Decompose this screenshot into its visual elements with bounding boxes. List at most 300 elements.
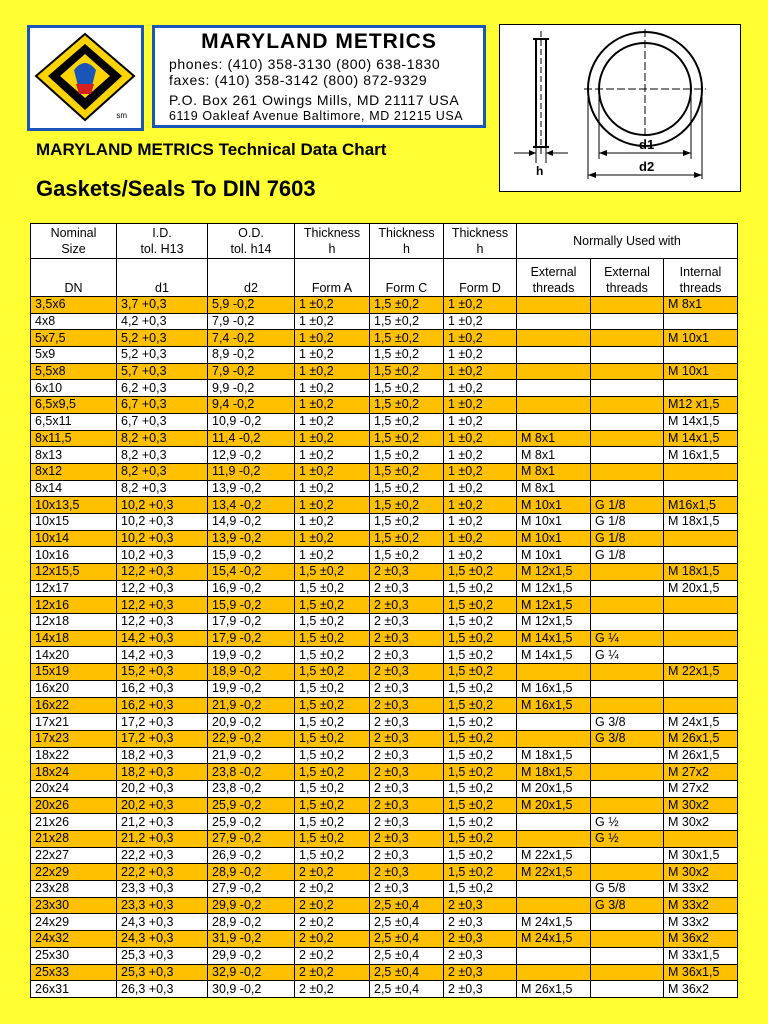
cell-d2: 7,9 -0,2 — [208, 363, 295, 380]
header-form-c: Form C — [370, 259, 444, 297]
cell-internal-threads: M 36x2 — [664, 981, 738, 998]
cell-d1: 23,3 +0,3 — [117, 881, 208, 898]
cell-form-c: 2 ±0,3 — [370, 864, 444, 881]
cell-external-threads-g — [591, 480, 664, 497]
cell-external-threads-g: G 3/8 — [591, 730, 664, 747]
header-od: O.D. tol. h14 — [208, 224, 295, 259]
cell-d1: 10,2 +0,3 — [117, 513, 208, 530]
cell-external-threads-g — [591, 931, 664, 948]
cell-d1: 23,3 +0,3 — [117, 897, 208, 914]
cell-external-threads-g — [591, 780, 664, 797]
cell-form-d: 1 ±0,2 — [444, 463, 517, 480]
cell-dn: 25x33 — [31, 964, 117, 981]
cell-d2: 19,9 -0,2 — [208, 647, 295, 664]
cell-d2: 25,9 -0,2 — [208, 814, 295, 831]
table-row — [31, 447, 738, 464]
cell-external-threads — [517, 297, 591, 314]
cell-external-threads — [517, 964, 591, 981]
cell-external-threads — [517, 897, 591, 914]
cell-form-c: 1,5 ±0,2 — [370, 380, 444, 397]
cell-external-threads: M 24x1,5 — [517, 931, 591, 948]
company-faxes: faxes: (410) 358-3142 (800) 872-9329 — [169, 72, 428, 88]
cell-form-d: 1,5 ±0,2 — [444, 680, 517, 697]
cell-form-c: 1,5 ±0,2 — [370, 363, 444, 380]
cell-d2: 13,9 -0,2 — [208, 530, 295, 547]
gasket-diagram — [499, 24, 741, 192]
cell-d2: 12,9 -0,2 — [208, 447, 295, 464]
table-row — [31, 363, 738, 380]
cell-dn: 3,5x6 — [31, 297, 117, 314]
cell-dn: 10x14 — [31, 530, 117, 547]
cell-d1: 18,2 +0,3 — [117, 747, 208, 764]
cell-form-a: 1 ±0,2 — [295, 497, 370, 514]
cell-form-c: 2,5 ±0,4 — [370, 914, 444, 931]
table-row — [31, 914, 738, 931]
cell-dn: 5x7,5 — [31, 330, 117, 347]
cell-form-d: 1,5 ±0,2 — [444, 797, 517, 814]
cell-dn: 22x29 — [31, 864, 117, 881]
cell-dn: 18x24 — [31, 764, 117, 781]
cell-internal-threads: M 33x2 — [664, 897, 738, 914]
cell-internal-threads: M 16x1,5 — [664, 447, 738, 464]
cell-dn: 5x9 — [31, 347, 117, 364]
cell-form-d: 2 ±0,3 — [444, 931, 517, 948]
table-row — [31, 747, 738, 764]
cell-dn: 10x16 — [31, 547, 117, 564]
cell-external-threads: M 20x1,5 — [517, 797, 591, 814]
cell-external-threads: M 24x1,5 — [517, 914, 591, 931]
cell-form-d: 1,5 ±0,2 — [444, 747, 517, 764]
cell-form-a: 2 ±0,2 — [295, 964, 370, 981]
cell-d1: 12,2 +0,3 — [117, 564, 208, 581]
cell-d1: 3,7 +0,3 — [117, 297, 208, 314]
cell-dn: 20x26 — [31, 797, 117, 814]
cell-external-threads: M 16x1,5 — [517, 697, 591, 714]
cell-external-threads-g: G 3/8 — [591, 897, 664, 914]
cell-external-threads-g — [591, 597, 664, 614]
cell-d2: 17,9 -0,2 — [208, 630, 295, 647]
cell-dn: 14x18 — [31, 630, 117, 647]
cell-d1: 14,2 +0,3 — [117, 630, 208, 647]
cell-form-d: 1 ±0,2 — [444, 363, 517, 380]
cell-internal-threads — [664, 347, 738, 364]
cell-form-d: 2 ±0,3 — [444, 897, 517, 914]
cell-form-d: 1,5 ±0,2 — [444, 847, 517, 864]
table-row — [31, 964, 738, 981]
cell-external-threads-g — [591, 847, 664, 864]
cell-external-threads — [517, 347, 591, 364]
cell-d1: 16,2 +0,3 — [117, 697, 208, 714]
cell-dn: 21x28 — [31, 831, 117, 848]
cell-form-c: 2 ±0,3 — [370, 714, 444, 731]
cell-form-a: 1 ±0,2 — [295, 430, 370, 447]
table-row — [31, 397, 738, 414]
cell-external-threads: M 12x1,5 — [517, 597, 591, 614]
cell-d1: 12,2 +0,3 — [117, 580, 208, 597]
cell-dn: 8x12 — [31, 463, 117, 480]
cell-form-c: 2 ±0,3 — [370, 831, 444, 848]
cell-external-threads-g: G ¼ — [591, 630, 664, 647]
company-info-box — [152, 25, 486, 128]
cell-form-a: 1,5 ±0,2 — [295, 847, 370, 864]
table-row — [31, 847, 738, 864]
cell-internal-threads — [664, 680, 738, 697]
cell-internal-threads: M 30x1,5 — [664, 847, 738, 864]
cell-internal-threads: M 10x1 — [664, 363, 738, 380]
cell-d2: 20,9 -0,2 — [208, 714, 295, 731]
table-row — [31, 430, 738, 447]
cell-external-threads-g — [591, 430, 664, 447]
cell-form-a: 1 ±0,2 — [295, 463, 370, 480]
cell-internal-threads: M 33x1,5 — [664, 947, 738, 964]
cell-d2: 28,9 -0,2 — [208, 864, 295, 881]
cell-d2: 9,9 -0,2 — [208, 380, 295, 397]
cell-d2: 11,4 -0,2 — [208, 430, 295, 447]
cell-d2: 29,9 -0,2 — [208, 947, 295, 964]
table-header-row-1 — [31, 224, 738, 259]
cell-external-threads — [517, 714, 591, 731]
table-row — [31, 297, 738, 314]
table-row — [31, 564, 738, 581]
cell-external-threads-g — [591, 330, 664, 347]
cell-dn: 23x30 — [31, 897, 117, 914]
cell-form-a: 1 ±0,2 — [295, 363, 370, 380]
cell-external-threads-g — [591, 397, 664, 414]
cell-form-d: 1,5 ±0,2 — [444, 664, 517, 681]
cell-form-d: 1 ±0,2 — [444, 413, 517, 430]
table-row — [31, 513, 738, 530]
cell-form-d: 1 ±0,2 — [444, 347, 517, 364]
cell-external-threads: M 22x1,5 — [517, 847, 591, 864]
table-row — [31, 797, 738, 814]
cell-external-threads-g — [591, 347, 664, 364]
cell-dn: 12x18 — [31, 614, 117, 631]
cell-external-threads — [517, 313, 591, 330]
cell-internal-threads: M 14x1,5 — [664, 413, 738, 430]
cell-external-threads-g: G 1/8 — [591, 530, 664, 547]
cell-dn: 24x29 — [31, 914, 117, 931]
cell-d1: 15,2 +0,3 — [117, 664, 208, 681]
cell-d1: 12,2 +0,3 — [117, 614, 208, 631]
cell-internal-threads: M 26x1,5 — [664, 730, 738, 747]
cell-external-threads — [517, 664, 591, 681]
cell-d2: 29,9 -0,2 — [208, 897, 295, 914]
cell-d2: 15,9 -0,2 — [208, 547, 295, 564]
cell-external-threads — [517, 363, 591, 380]
cell-form-c: 2 ±0,3 — [370, 597, 444, 614]
cell-d1: 5,7 +0,3 — [117, 363, 208, 380]
cell-dn: 24x32 — [31, 931, 117, 948]
cell-form-d: 1,5 ±0,2 — [444, 614, 517, 631]
cell-external-threads-g — [591, 864, 664, 881]
cell-form-c: 2 ±0,3 — [370, 664, 444, 681]
cell-form-a: 1,5 ±0,2 — [295, 564, 370, 581]
cell-internal-threads — [664, 630, 738, 647]
cell-external-threads-g — [591, 580, 664, 597]
cell-internal-threads — [664, 463, 738, 480]
table-row — [31, 947, 738, 964]
cell-d2: 30,9 -0,2 — [208, 981, 295, 998]
cell-dn: 20x24 — [31, 780, 117, 797]
cell-external-threads-g: G 1/8 — [591, 497, 664, 514]
cell-internal-threads: M 36x1,5 — [664, 964, 738, 981]
cell-dn: 25x30 — [31, 947, 117, 964]
cell-d2: 32,9 -0,2 — [208, 964, 295, 981]
cell-external-threads: M 8x1 — [517, 430, 591, 447]
cell-external-threads: M 26x1,5 — [517, 981, 591, 998]
company-name: MARYLAND METRICS — [201, 30, 437, 53]
cell-form-d: 2 ±0,3 — [444, 964, 517, 981]
cell-external-threads — [517, 881, 591, 898]
cell-form-a: 1,5 ±0,2 — [295, 680, 370, 697]
cell-external-threads: M 14x1,5 — [517, 630, 591, 647]
cell-d2: 17,9 -0,2 — [208, 614, 295, 631]
cell-external-threads-g — [591, 380, 664, 397]
cell-form-a: 1,5 ±0,2 — [295, 747, 370, 764]
cell-internal-threads — [664, 831, 738, 848]
cell-internal-threads: M 30x2 — [664, 864, 738, 881]
cell-internal-threads: M 18x1,5 — [664, 513, 738, 530]
cell-internal-threads: M 30x2 — [664, 814, 738, 831]
cell-dn: 8x14 — [31, 480, 117, 497]
cell-external-threads: M 12x1,5 — [517, 564, 591, 581]
table-row — [31, 497, 738, 514]
cell-external-threads-g — [591, 747, 664, 764]
table-header-row-2 — [31, 259, 738, 297]
cell-form-a: 1,5 ±0,2 — [295, 614, 370, 631]
cell-external-threads: M 18x1,5 — [517, 764, 591, 781]
cell-form-c: 1,5 ±0,2 — [370, 313, 444, 330]
cell-external-threads-g: G 1/8 — [591, 547, 664, 564]
header-form-d: Form D — [444, 259, 517, 297]
table-row — [31, 530, 738, 547]
cell-d2: 9,4 -0,2 — [208, 397, 295, 414]
cell-form-a: 2 ±0,2 — [295, 864, 370, 881]
cell-d2: 21,9 -0,2 — [208, 697, 295, 714]
table-row — [31, 897, 738, 914]
table-row — [31, 881, 738, 898]
cell-dn: 8x11,5 — [31, 430, 117, 447]
cell-form-a: 2 ±0,2 — [295, 881, 370, 898]
cell-d2: 11,9 -0,2 — [208, 463, 295, 480]
table-row — [31, 313, 738, 330]
cell-internal-threads: M 8x1 — [664, 297, 738, 314]
cell-form-a: 1,5 ±0,2 — [295, 647, 370, 664]
document-subtitle: MARYLAND METRICS Technical Data Chart — [36, 140, 387, 159]
cell-form-d: 1 ±0,2 — [444, 397, 517, 414]
cell-d2: 5,9 -0,2 — [208, 297, 295, 314]
table-row — [31, 580, 738, 597]
cell-d1: 20,2 +0,3 — [117, 797, 208, 814]
cell-external-threads-g — [591, 413, 664, 430]
table-row — [31, 597, 738, 614]
table-row — [31, 764, 738, 781]
cell-form-d: 1,5 ±0,2 — [444, 881, 517, 898]
table-row — [31, 931, 738, 948]
cell-form-d: 1 ±0,2 — [444, 297, 517, 314]
cell-form-c: 2 ±0,3 — [370, 564, 444, 581]
table-row — [31, 730, 738, 747]
header-d1: d1 — [117, 259, 208, 297]
cell-form-a: 2 ±0,2 — [295, 981, 370, 998]
cell-internal-threads — [664, 380, 738, 397]
cell-d2: 7,9 -0,2 — [208, 313, 295, 330]
cell-form-d: 1,5 ±0,2 — [444, 814, 517, 831]
cell-dn: 14x20 — [31, 647, 117, 664]
cell-internal-threads: M 26x1,5 — [664, 747, 738, 764]
cell-form-c: 2 ±0,3 — [370, 647, 444, 664]
cell-external-threads — [517, 413, 591, 430]
cell-external-threads: M 8x1 — [517, 447, 591, 464]
cell-d1: 21,2 +0,3 — [117, 814, 208, 831]
cell-form-d: 1 ±0,2 — [444, 547, 517, 564]
cell-external-threads-g — [591, 363, 664, 380]
cell-internal-threads: M 30x2 — [664, 797, 738, 814]
table-row — [31, 831, 738, 848]
cell-form-c: 1,5 ±0,2 — [370, 497, 444, 514]
cell-d2: 27,9 -0,2 — [208, 831, 295, 848]
table-row — [31, 463, 738, 480]
cell-d2: 13,4 -0,2 — [208, 497, 295, 514]
cell-form-a: 2 ±0,2 — [295, 897, 370, 914]
cell-d1: 6,7 +0,3 — [117, 413, 208, 430]
cell-dn: 10x13,5 — [31, 497, 117, 514]
cell-form-a: 1,5 ±0,2 — [295, 597, 370, 614]
header-thickness-c: Thickness h — [370, 224, 444, 259]
cell-internal-threads: M 10x1 — [664, 330, 738, 347]
cell-form-a: 2 ±0,2 — [295, 931, 370, 948]
header-internal-threads: Internal threads — [664, 259, 738, 297]
cell-d2: 16,9 -0,2 — [208, 580, 295, 597]
cell-d1: 16,2 +0,3 — [117, 680, 208, 697]
cell-external-threads-g — [591, 463, 664, 480]
cell-form-d: 1 ±0,2 — [444, 497, 517, 514]
header-normally-used-with: Normally Used with — [517, 224, 738, 259]
cell-external-threads-g: G ¼ — [591, 647, 664, 664]
cell-internal-threads: M 20x1,5 — [664, 580, 738, 597]
cell-d2: 15,4 -0,2 — [208, 564, 295, 581]
cell-d1: 10,2 +0,3 — [117, 497, 208, 514]
cell-d1: 22,2 +0,3 — [117, 864, 208, 881]
cell-external-threads-g — [591, 797, 664, 814]
cell-d1: 25,3 +0,3 — [117, 947, 208, 964]
cell-d1: 22,2 +0,3 — [117, 847, 208, 864]
cell-form-a: 1,5 ±0,2 — [295, 797, 370, 814]
cell-external-threads-g — [591, 947, 664, 964]
cell-external-threads-g — [591, 680, 664, 697]
cell-external-threads: M 22x1,5 — [517, 864, 591, 881]
header-id: I.D. tol. H13 — [117, 224, 208, 259]
logo-mark-text: sm — [116, 111, 127, 120]
thickness-label: h — [536, 164, 544, 178]
cell-internal-threads: M 24x1,5 — [664, 714, 738, 731]
cell-d1: 6,2 +0,3 — [117, 380, 208, 397]
cell-dn: 18x22 — [31, 747, 117, 764]
cell-dn: 16x22 — [31, 697, 117, 714]
cell-external-threads: M 18x1,5 — [517, 747, 591, 764]
cell-dn: 16x20 — [31, 680, 117, 697]
cell-form-c: 1,5 ±0,2 — [370, 330, 444, 347]
cell-d2: 18,9 -0,2 — [208, 664, 295, 681]
cell-form-d: 1,5 ±0,2 — [444, 697, 517, 714]
cell-d1: 26,3 +0,3 — [117, 981, 208, 998]
table-row — [31, 480, 738, 497]
table-row — [31, 647, 738, 664]
cell-d1: 8,2 +0,3 — [117, 480, 208, 497]
cell-d2: 25,9 -0,2 — [208, 797, 295, 814]
gasket-data-table — [30, 223, 738, 998]
cell-form-d: 2 ±0,3 — [444, 914, 517, 931]
cell-form-c: 1,5 ±0,2 — [370, 397, 444, 414]
cell-form-c: 1,5 ±0,2 — [370, 513, 444, 530]
cell-external-threads-g: G ½ — [591, 831, 664, 848]
cell-form-a: 1 ±0,2 — [295, 397, 370, 414]
cell-external-threads — [517, 730, 591, 747]
cell-dn: 17x23 — [31, 730, 117, 747]
cell-internal-threads: M 33x2 — [664, 914, 738, 931]
cell-external-threads-g — [591, 447, 664, 464]
cell-d2: 22,9 -0,2 — [208, 730, 295, 747]
header-form-a: Form A — [295, 259, 370, 297]
cell-form-d: 1,5 ±0,2 — [444, 831, 517, 848]
cell-d2: 7,4 -0,2 — [208, 330, 295, 347]
cell-d1: 8,2 +0,3 — [117, 447, 208, 464]
cell-form-d: 1 ±0,2 — [444, 430, 517, 447]
cell-external-threads — [517, 814, 591, 831]
header-d2: d2 — [208, 259, 295, 297]
table-row — [31, 547, 738, 564]
header-external-threads-2: External threads — [591, 259, 664, 297]
cell-d2: 23,8 -0,2 — [208, 780, 295, 797]
cell-form-c: 2 ±0,3 — [370, 814, 444, 831]
cell-external-threads-g — [591, 764, 664, 781]
cell-form-c: 1,5 ±0,2 — [370, 430, 444, 447]
cell-dn: 12x17 — [31, 580, 117, 597]
cell-form-d: 1 ±0,2 — [444, 380, 517, 397]
cell-form-a: 1 ±0,2 — [295, 347, 370, 364]
cell-internal-threads — [664, 697, 738, 714]
cell-form-c: 1,5 ±0,2 — [370, 480, 444, 497]
cell-form-a: 1 ±0,2 — [295, 447, 370, 464]
cell-form-c: 2,5 ±0,4 — [370, 964, 444, 981]
cell-external-threads-g — [591, 313, 664, 330]
cell-dn: 22x27 — [31, 847, 117, 864]
cell-d2: 10,9 -0,2 — [208, 413, 295, 430]
cell-external-threads-g — [591, 981, 664, 998]
cell-d1: 10,2 +0,3 — [117, 530, 208, 547]
cell-form-d: 1 ±0,2 — [444, 330, 517, 347]
cell-form-c: 2 ±0,3 — [370, 797, 444, 814]
cell-internal-threads: M12 x1,5 — [664, 397, 738, 414]
table-row — [31, 780, 738, 797]
cell-form-d: 1,5 ±0,2 — [444, 730, 517, 747]
cell-dn: 12x16 — [31, 597, 117, 614]
cell-internal-threads: M 36x2 — [664, 931, 738, 948]
cell-form-a: 1 ±0,2 — [295, 530, 370, 547]
cell-dn: 4x8 — [31, 313, 117, 330]
cell-dn: 5,5x8 — [31, 363, 117, 380]
cell-external-threads: M 12x1,5 — [517, 580, 591, 597]
cell-external-threads: M 10x1 — [517, 547, 591, 564]
cell-external-threads — [517, 380, 591, 397]
cell-d1: 5,2 +0,3 — [117, 347, 208, 364]
gasket-drawing — [500, 25, 740, 191]
cell-form-c: 1,5 ±0,2 — [370, 297, 444, 314]
cell-d2: 14,9 -0,2 — [208, 513, 295, 530]
table-row — [31, 413, 738, 430]
company-street: 6119 Oakleaf Avenue Baltimore, MD 21215 USA — [169, 109, 464, 123]
cell-form-a: 1,5 ±0,2 — [295, 831, 370, 848]
